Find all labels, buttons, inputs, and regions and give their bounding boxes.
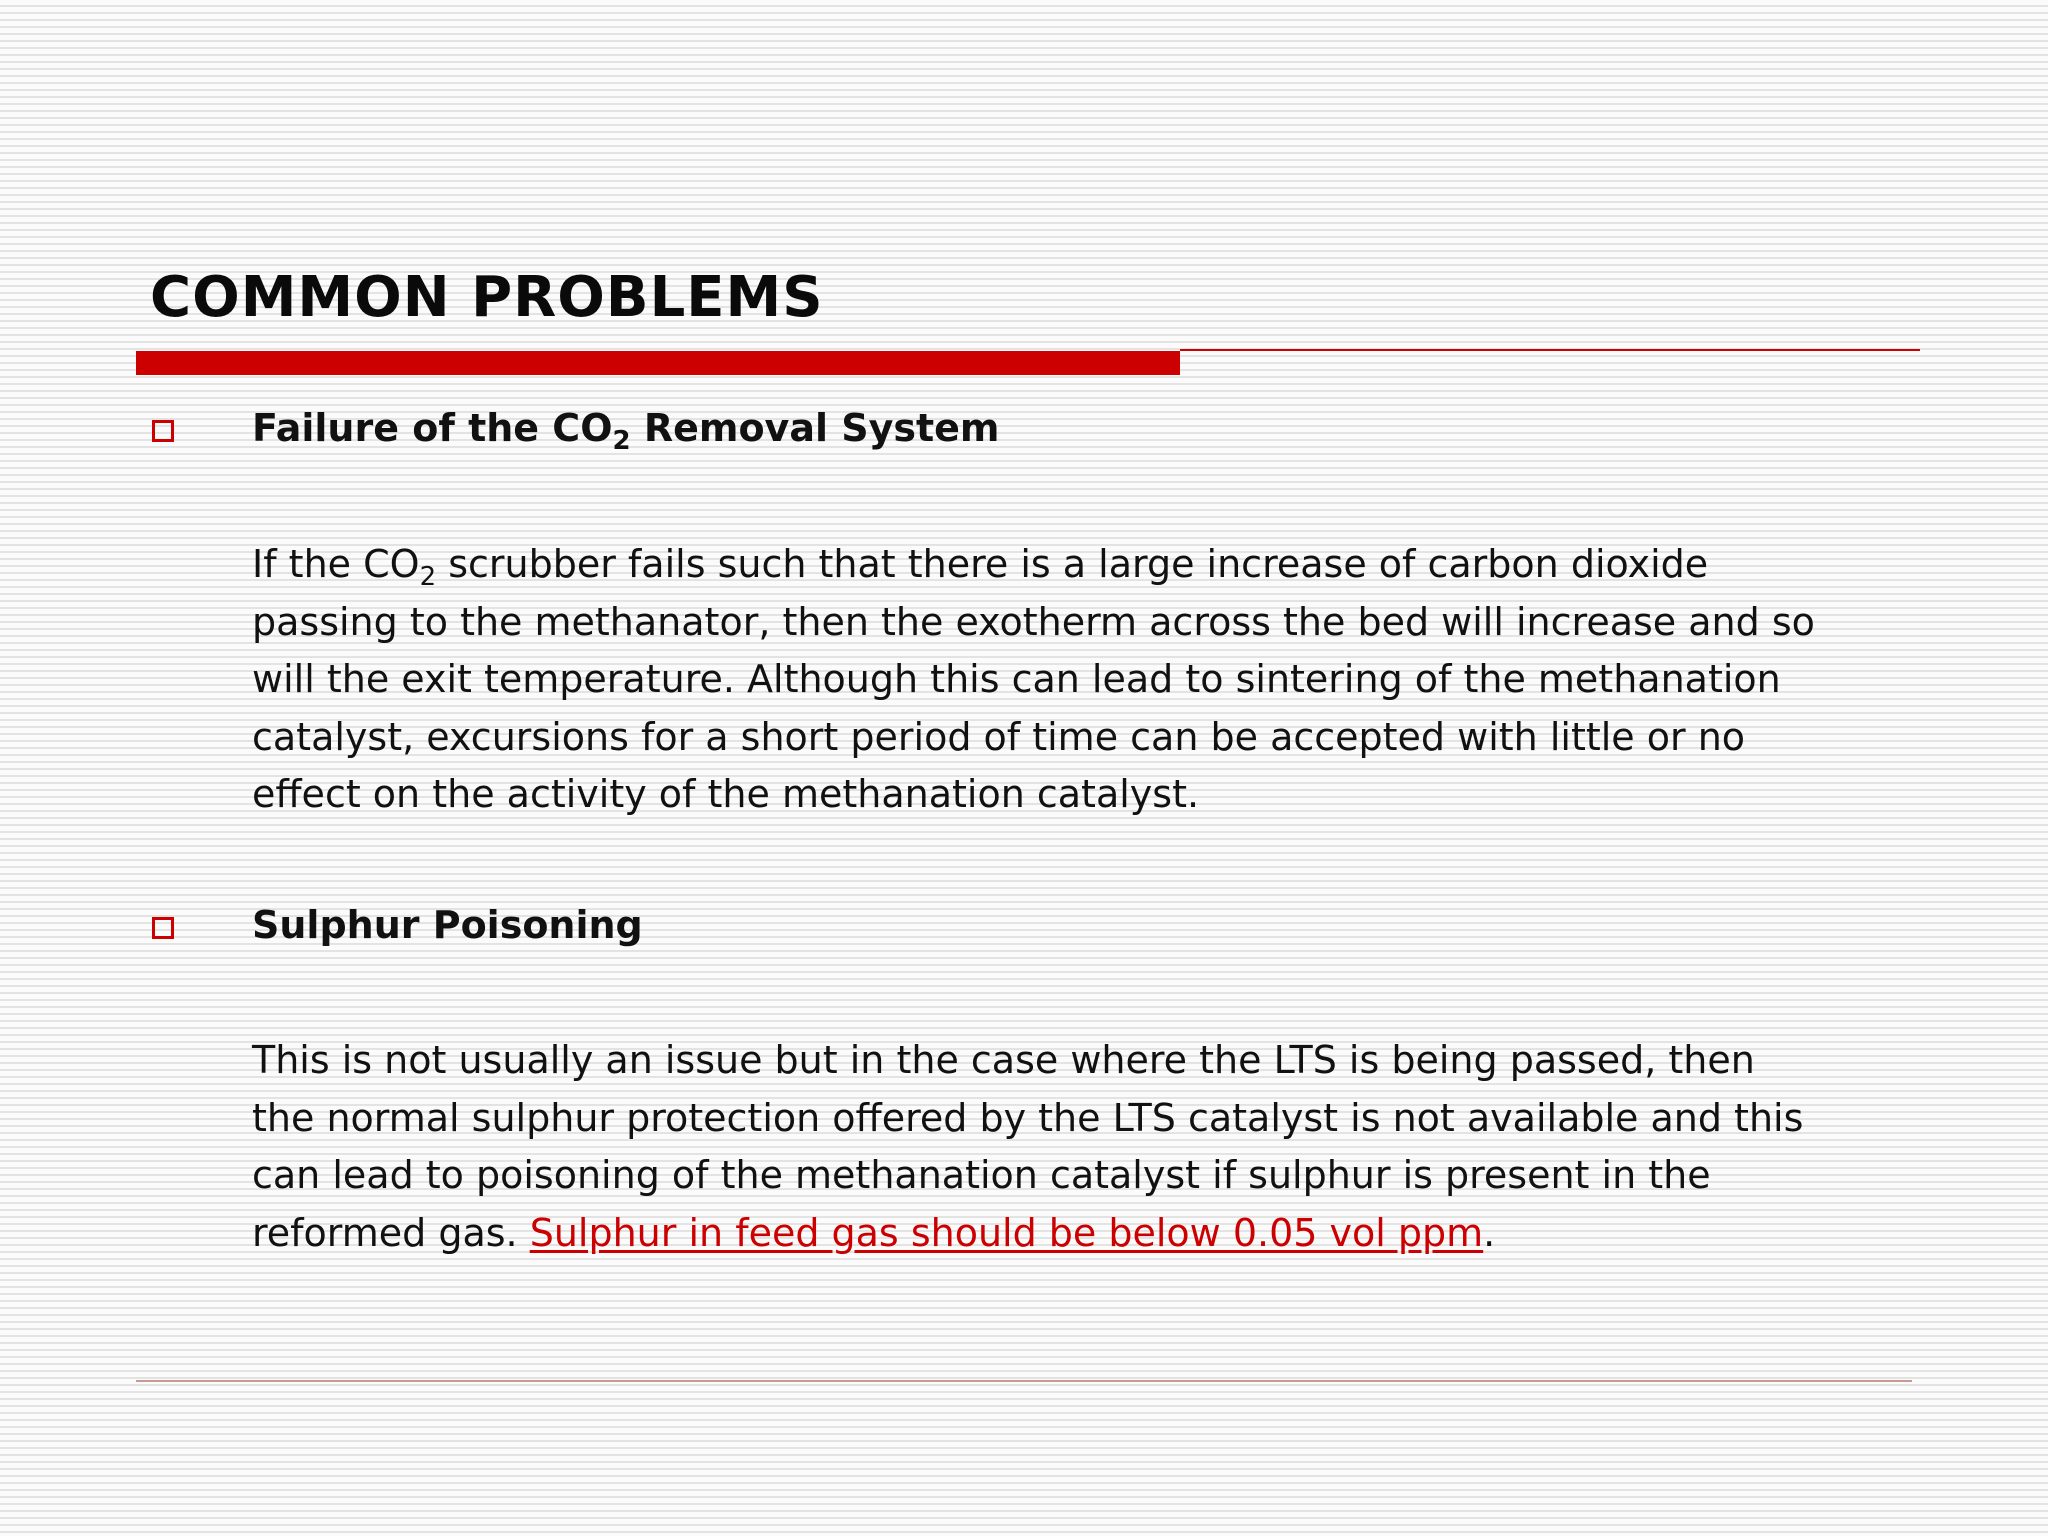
slide-title: COMMON PROBLEMS <box>150 265 824 330</box>
paragraph-line: effect on the activity of the methanation catalyst. <box>252 772 1200 816</box>
paragraph-line: will the exit temperature. Although this can lead to sintering of the methanation <box>252 657 1781 701</box>
footer-divider <box>136 1380 1912 1382</box>
section-heading-sulphur-poisoning: Sulphur Poisoning <box>252 903 643 947</box>
paragraph-line: This is not usually an issue but in the case where the LTS is being passed, then <box>252 1038 1755 1082</box>
title-underline-thick <box>136 351 1180 375</box>
title-underline-thin <box>1180 349 1920 351</box>
paragraph-line <box>252 1205 1932 1263</box>
paragraph-line: catalyst, excursions for a short period of time can be accepted with little or no <box>252 714 1746 759</box>
section-heading-co2-failure <box>252 406 1000 456</box>
line-text: If the CO <box>252 542 420 586</box>
paragraph-line: can lead to poisoning of the methanation catalyst if sulphur is present in the <box>252 1153 1711 1197</box>
bullet-square-icon <box>152 917 174 939</box>
section-paragraph-co2-failure <box>252 536 1932 824</box>
line-text: . <box>1483 1210 1496 1255</box>
line-text: scrubber fails such that there is a large increase of carbon dioxide <box>436 542 1709 586</box>
heading-subscript: 2 <box>612 426 631 456</box>
line-subscript: 2 <box>419 562 437 592</box>
line-text: reformed gas. <box>252 1210 530 1255</box>
heading-text: Removal System <box>630 406 1000 450</box>
bullet-square-icon <box>152 420 174 442</box>
heading-text: Failure of the CO <box>252 406 613 450</box>
section-paragraph-sulphur-poisoning <box>252 1032 1932 1262</box>
paragraph-line: the normal sulphur protection offered by the LTS catalyst is not available and this <box>252 1095 1804 1140</box>
paragraph-line: passing to the methanator, then the exotherm across the bed will increase and so <box>252 599 1815 644</box>
sulphur-limit-link[interactable]: Sulphur in feed gas should be below 0.05 vol ppm <box>529 1210 1484 1255</box>
paragraph-line <box>252 536 1932 594</box>
